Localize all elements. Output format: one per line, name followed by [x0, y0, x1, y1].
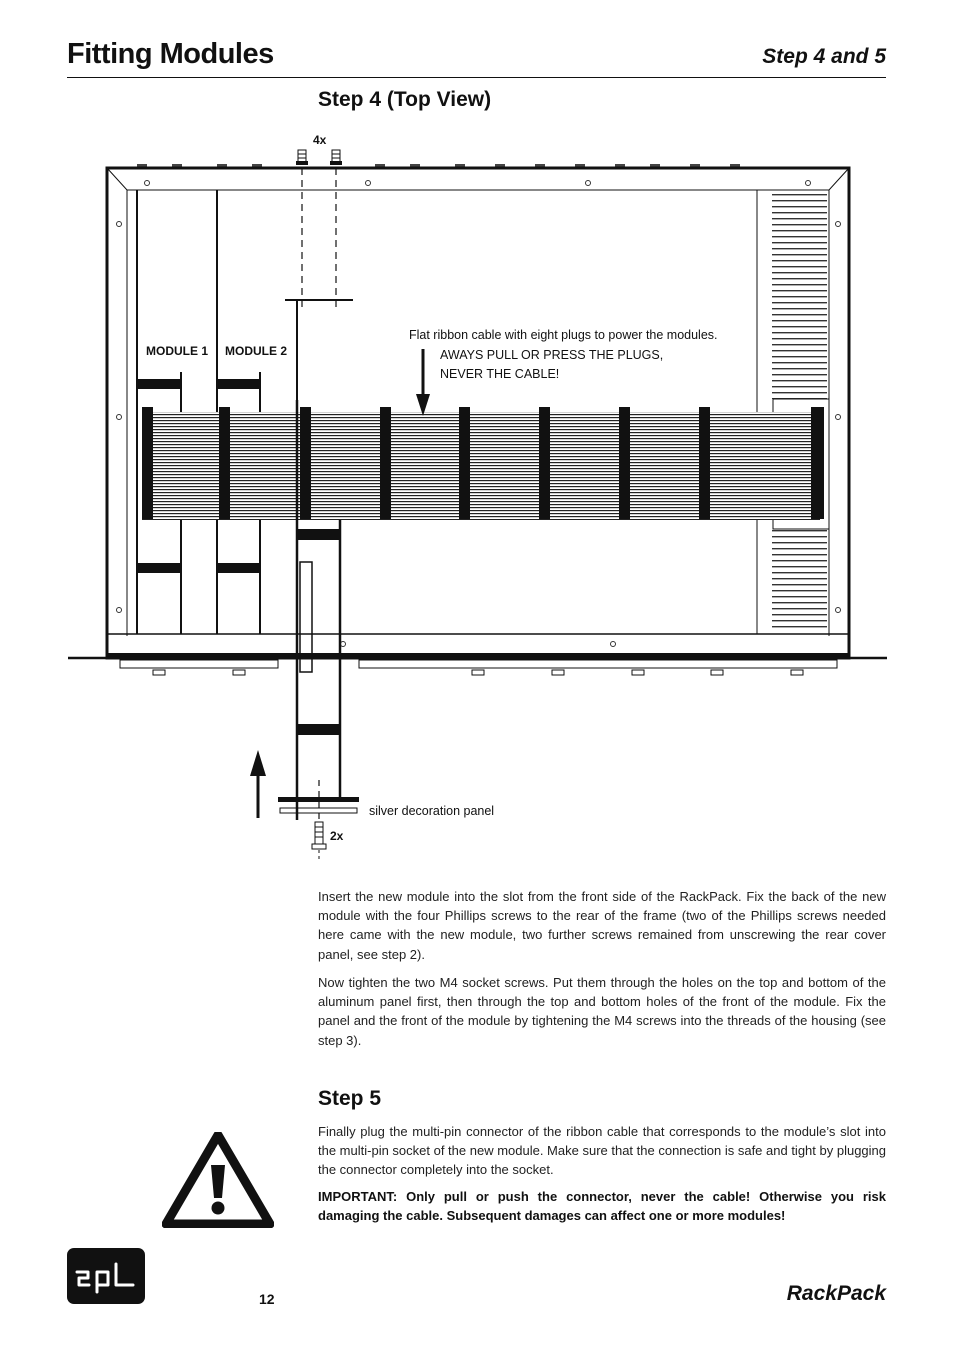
ribbon-pointer-arrow: [416, 349, 430, 416]
step5-heading: Step 5: [318, 1087, 382, 1110]
module-2-label: MODULE 2: [225, 344, 288, 358]
rack-top-view-diagram: [0, 120, 954, 865]
module-1-label: MODULE 1: [146, 344, 209, 358]
spl-logo: [67, 1248, 145, 1304]
header-divider: [67, 77, 886, 78]
page-step-label: Step 4 and 5: [762, 45, 886, 68]
screws-bottom-label: 2x: [330, 829, 344, 843]
warning-triangle-icon: [162, 1132, 274, 1228]
new-module: [278, 300, 359, 820]
step4-heading: Step 4 (Top View): [318, 88, 492, 111]
screws-top-label: 4x: [313, 133, 327, 147]
step4-paragraph-2: Now tighten the two M4 socket screws. Put them through the holes on the top and bottom of the aluminum panel first, then through the top and bottom holes of the front of the module. Fix the panel and the front of the module by tightening the M4 screws into the threads of the housing (see step 3).: [318, 975, 886, 1048]
page-title: Fitting Modules: [67, 38, 274, 70]
insert-direction-arrow: [250, 750, 266, 818]
ribbon-cable: [142, 407, 824, 520]
ribbon-warning-line2: NEVER THE CABLE!: [440, 367, 560, 381]
ribbon-caption: Flat ribbon cable with eight plugs to power the modules.: [409, 328, 718, 342]
step4-paragraph-1: Insert the new module into the slot from the front side of the RackPack. Fix the back of the new module with the four Phillips screws to the rear of the frame (two of the Phillips screws needed here came with the new module, two further screws remained from unscrewing the rear cover panel, see step 2).: [318, 889, 886, 962]
panel-label: silver decoration panel: [369, 804, 495, 818]
product-name: RackPack: [786, 1282, 886, 1305]
step5-paragraph: Finally plug the multi-pin connector of the ribbon cable that corresponds to the module’s slot into the multi-pin socket of the new module. Make sure that the connection is safe and tight by plugging the connector completely into the socket.: [318, 1124, 887, 1178]
rear-screws-icon: [296, 150, 342, 308]
front-screws-icon: [312, 780, 326, 860]
ribbon-warning-line1: AWAYS PULL OR PRESS THE PLUGS,: [440, 348, 664, 362]
front-panel-controls: [120, 660, 837, 675]
page-number: 12: [259, 1291, 275, 1307]
important-notice: IMPORTANT: Only pull or push the connector, never the cable! Otherwise you risk damaging the cable. Subsequent damages can affect one or more modules!: [318, 1189, 886, 1224]
